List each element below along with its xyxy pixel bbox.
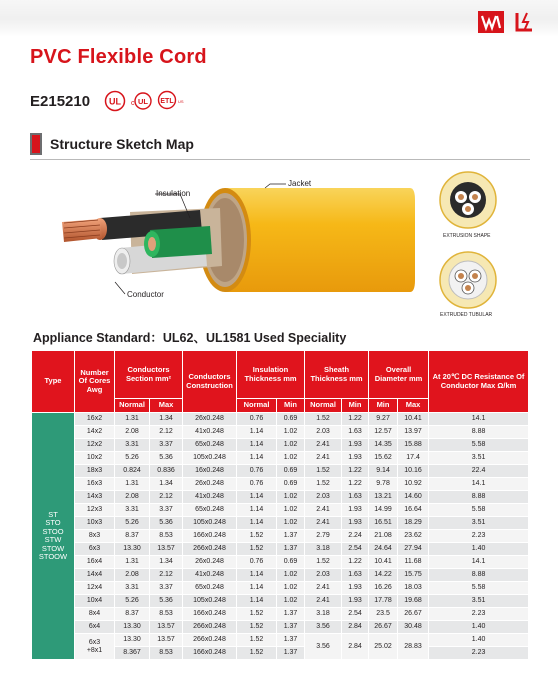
svg-text:UL: UL [109,96,122,107]
header-cores: Number Of Cores Awg [75,351,115,413]
table-cell: 23.5 [369,608,398,621]
table-cell: 2.08 [115,426,150,439]
table-cell: 1.02 [277,439,305,452]
table-cell: 18.03 [398,582,429,595]
table-cell: 16x0.248 [183,465,237,478]
table-row [32,634,529,647]
table-cell: 2.84 [342,621,369,634]
page-title: PVC Flexible Cord [30,46,207,68]
header-resistance: At 20℃ DC Resistance Of Conductor Max Ω/km [429,351,529,413]
table-cell: 1.14 [237,582,277,595]
table-cell: 13.57 [150,621,183,634]
etl-mark-icon [156,90,182,112]
table-row [32,439,529,452]
table-cell: 25.02 [369,634,398,660]
table-cell: 16x3 [75,478,115,491]
table-cell: 1.63 [342,491,369,504]
table-cell: 166x0.248 [183,608,237,621]
extrusion-shape-caption: EXTRUSION SHAPE [443,233,491,239]
table-cell: 1.37 [277,621,305,634]
table-cell: 10x2 [75,452,115,465]
table-cell: 14.99 [369,504,398,517]
table-cell: 1.40 [429,634,529,647]
table-cell: 13.30 [115,543,150,556]
table-cell: 2.23 [429,608,529,621]
table-cell: 0.69 [277,465,305,478]
table-cell: 105x0.248 [183,452,237,465]
table-cell: 1.31 [115,413,150,426]
table-cell: 8.37 [115,608,150,621]
table-cell: 8.53 [150,608,183,621]
table-cell: 0.76 [237,556,277,569]
table-cell: 0.824 [115,465,150,478]
table-cell: 14x4 [75,569,115,582]
table-row [32,595,529,608]
table-row [32,465,529,478]
table-cell: 12x4 [75,582,115,595]
table-cell: 1.22 [342,413,369,426]
table-cell: 1.14 [237,439,277,452]
table-row [32,491,529,504]
table-cell: 1.14 [237,491,277,504]
table-cell: 15.75 [398,569,429,582]
table-cell: 12x2 [75,439,115,452]
table-cell: 12x3 [75,504,115,517]
table-cell: 1.14 [237,569,277,582]
table-cell: 0.76 [237,413,277,426]
table-cell: 1.22 [342,556,369,569]
jacket-body [225,188,415,292]
subheader-diameter-min: Min [369,399,398,413]
subheader-diameter-max: Max [398,399,429,413]
table-cell: 1.14 [237,517,277,530]
table-cell: 9.27 [369,413,398,426]
table-cell: 105x0.248 [183,595,237,608]
header-section: Conductors Section mm² [115,351,183,399]
table-cell: 41x0.248 [183,491,237,504]
table-cell: 13.57 [150,543,183,556]
table-cell: 1.02 [277,452,305,465]
table-cell: 16.26 [369,582,398,595]
certification-line [30,90,186,112]
header-diameter: Overall Diameter mm [369,351,429,399]
table-cell: 1.14 [237,504,277,517]
table-cell: 1.02 [277,491,305,504]
table-cell: 14.60 [398,491,429,504]
table-cell: 3.51 [429,595,529,608]
table-cell: 12.57 [369,426,398,439]
table-cell: 65x0.248 [183,582,237,595]
table-cell: 1.02 [277,517,305,530]
table-cell: 0.69 [277,478,305,491]
subheader-sheath-min: Min [342,399,369,413]
structure-sketch [40,170,540,320]
table-row [32,608,529,621]
table-cell: 2.41 [305,517,342,530]
table-cell: 5.26 [115,517,150,530]
table-row [32,517,529,530]
svg-text:UL: UL [138,97,149,106]
table-cell: 2.41 [305,582,342,595]
table-cell: 5.58 [429,582,529,595]
table-cell: 2.41 [305,452,342,465]
table-cell: 2.12 [150,569,183,582]
table-cell: 166x0.248 [183,530,237,543]
table-cell: 2.24 [342,530,369,543]
table-cell: 13.30 [115,634,150,647]
table-cell: 2.03 [305,491,342,504]
table-cell: 15.88 [398,439,429,452]
table-cell: 6x3 [75,543,115,556]
table-cell: 10x3 [75,517,115,530]
table-cell: 41x0.248 [183,569,237,582]
table-cell: 1.34 [150,413,183,426]
table-cell: 1.52 [305,413,342,426]
table-cell: 3.37 [150,439,183,452]
type-cell: ST STO STOO STW STOW STOOW [32,413,75,660]
table-cell: 2.12 [150,426,183,439]
table-cell: 3.18 [305,608,342,621]
table-cell: 1.34 [150,478,183,491]
table-cell: 10.41 [369,556,398,569]
cul-mark-icon [130,90,152,112]
table-cell: 1.93 [342,517,369,530]
table-cell: 5.36 [150,517,183,530]
table-cell: 14x2 [75,426,115,439]
table-cell: 1.37 [277,530,305,543]
table-cell: 3.18 [305,543,342,556]
table-cell: 41x0.248 [183,426,237,439]
brand-w-logo-icon [478,11,504,33]
spec-table-body [32,413,529,660]
table-cell: 3.37 [150,504,183,517]
table-cell: 16.51 [369,517,398,530]
table-cell: 1.02 [277,569,305,582]
header-construction: Conductors Construction [183,351,237,413]
table-cell: 2.12 [150,491,183,504]
table-cell: 266x0.248 [183,543,237,556]
table-cell: 8.37 [115,530,150,543]
table-cell: 1.14 [237,595,277,608]
table-cell: 8.88 [429,569,529,582]
table-cell: 1.14 [237,426,277,439]
table-cell: 5.26 [115,595,150,608]
table-cell: 0.76 [237,465,277,478]
table-cell: 1.93 [342,595,369,608]
table-row [32,569,529,582]
table-cell: 22.4 [429,465,529,478]
svg-text:ETL: ETL [160,98,174,105]
table-cell: 2.54 [342,543,369,556]
table-cell: 3.51 [429,517,529,530]
table-cell: 8.367 [115,647,150,660]
table-cell: 1.37 [277,608,305,621]
table-row [32,621,529,634]
table-cell: 10.16 [398,465,429,478]
extruded-tubular-caption: EXTRUDED TUBULAR [440,312,493,318]
table-cell: 16x2 [75,413,115,426]
section-flag-icon [30,133,42,155]
table-cell: 1.02 [277,426,305,439]
section-heading-label: Structure Sketch Map [50,136,194,152]
table-cell: 16.64 [398,504,429,517]
table-cell: 9.78 [369,478,398,491]
table-cell: 5.26 [115,452,150,465]
brand-lightning-logo-icon [512,11,538,33]
table-cell: 1.93 [342,452,369,465]
table-cell: 14.1 [429,478,529,491]
table-cell: 3.56 [305,634,342,660]
table-cell: 26x0.248 [183,556,237,569]
table-cell: 16x4 [75,556,115,569]
table-cell: 27.94 [398,543,429,556]
appliance-standard: Appliance Standard：UL62、UL1581 Used Speciality [33,331,347,345]
table-cell: 3.56 [305,621,342,634]
jacket-label: Jacket [288,179,312,188]
insulation-label: Insulation [156,189,191,198]
table-cell: 13.97 [398,426,429,439]
table-cell: 14.22 [369,569,398,582]
table-cell: 28.83 [398,634,429,660]
table-cell: 24.64 [369,543,398,556]
table-cell: 14.1 [429,413,529,426]
table-cell: 1.52 [237,608,277,621]
table-cell: 65x0.248 [183,439,237,452]
header-type: Type [32,351,75,413]
table-cell: 2.41 [305,595,342,608]
table-cell: 10.41 [398,413,429,426]
table-cell: 15.62 [369,452,398,465]
table-row [32,504,529,517]
table-cell: 30.48 [398,621,429,634]
table-cell: 1.34 [150,556,183,569]
table-row [32,478,529,491]
table-cell: 5.36 [150,595,183,608]
table-cell: 1.31 [115,556,150,569]
table-cell: 1.93 [342,504,369,517]
table-cell: 13.30 [115,621,150,634]
table-cell: 0.76 [237,478,277,491]
table-cell: 2.54 [342,608,369,621]
table-cell: 5.58 [429,504,529,517]
table-cell: 26x0.248 [183,413,237,426]
table-cell: 1.40 [429,543,529,556]
section-divider [30,159,530,160]
table-cell: 2.41 [305,504,342,517]
table-row [32,452,529,465]
table-cell: 6x3 +8x1 [75,634,115,660]
header-sheath: Sheath Thickness mm [305,351,369,399]
table-cell: 14x3 [75,491,115,504]
table-cell: 2.79 [305,530,342,543]
spec-table [31,350,529,660]
table-cell: 8.53 [150,530,183,543]
table-cell: 1.22 [342,478,369,491]
table-cell: 2.41 [305,439,342,452]
table-cell: 8x4 [75,608,115,621]
table-row [32,556,529,569]
table-row [32,582,529,595]
table-cell: 1.52 [237,530,277,543]
table-cell: 2.23 [429,647,529,660]
table-cell: 6x4 [75,621,115,634]
table-cell: 166x0.248 [183,647,237,660]
table-cell: 1.63 [342,569,369,582]
table-cell: 3.31 [115,439,150,452]
table-cell: 10.92 [398,478,429,491]
table-cell: 8.88 [429,491,529,504]
subheader-section-normal: Normal [115,399,150,413]
table-cell: 3.37 [150,582,183,595]
table-row [32,426,529,439]
table-cell: 1.31 [115,478,150,491]
table-cell: 5.58 [429,439,529,452]
table-cell: 1.52 [237,621,277,634]
table-cell: 21.08 [369,530,398,543]
table-cell: 266x0.248 [183,621,237,634]
table-cell: 14.1 [429,556,529,569]
table-cell: 1.37 [277,647,305,660]
table-cell: 13.57 [150,634,183,647]
cable-illustration [40,170,540,320]
table-cell: 1.63 [342,426,369,439]
table-cell: 10x4 [75,595,115,608]
section-heading [30,133,194,155]
table-row [32,543,529,556]
header-insulation: Insulation Thickness mm [237,351,305,399]
table-cell: 1.52 [237,543,277,556]
table-cell: 1.37 [277,634,305,647]
table-cell: 3.31 [115,504,150,517]
table-cell: 23.62 [398,530,429,543]
table-cell: 2.03 [305,569,342,582]
table-cell: 2.03 [305,426,342,439]
subheader-section-max: Max [150,399,183,413]
subheader-insulation-min: Min [277,399,305,413]
table-cell: 2.23 [429,530,529,543]
table-cell: 0.836 [150,465,183,478]
conductor-label: Conductor [127,290,164,299]
table-cell: 13.21 [369,491,398,504]
table-cell: 1.02 [277,582,305,595]
svg-text:US: US [178,99,184,104]
table-cell: 17.78 [369,595,398,608]
table-cell: 1.40 [429,621,529,634]
table-cell: 3.51 [429,452,529,465]
header-band [0,0,558,36]
table-cell: 8x3 [75,530,115,543]
table-cell: 0.69 [277,556,305,569]
table-cell: 18.29 [398,517,429,530]
table-cell: 1.52 [305,478,342,491]
table-cell: 1.22 [342,465,369,478]
brand-logos [478,11,538,33]
table-cell: 2.08 [115,569,150,582]
subheader-insulation-normal: Normal [237,399,277,413]
table-cell: 19.68 [398,595,429,608]
table-cell: 26x0.248 [183,478,237,491]
table-cell: 1.37 [277,543,305,556]
table-cell: 3.31 [115,582,150,595]
table-cell: 11.68 [398,556,429,569]
table-cell: 14.35 [369,439,398,452]
table-cell: 1.52 [237,647,277,660]
table-cell: 17.4 [398,452,429,465]
certification-number: E215210 [30,92,91,110]
table-cell: 2.08 [115,491,150,504]
table-cell: 18x3 [75,465,115,478]
table-cell: 1.02 [277,595,305,608]
table-cell: 1.93 [342,439,369,452]
table-cell: 0.69 [277,413,305,426]
table-cell: 266x0.248 [183,634,237,647]
table-cell: 26.67 [369,621,398,634]
table-row [32,413,529,426]
table-cell: 1.14 [237,452,277,465]
table-cell: 65x0.248 [183,504,237,517]
table-cell: 8.53 [150,647,183,660]
table-row [32,530,529,543]
ul-mark-icon [104,90,126,112]
table-cell: 26.67 [398,608,429,621]
table-cell: 1.52 [237,634,277,647]
subheader-sheath-normal: Normal [305,399,342,413]
table-cell: 8.88 [429,426,529,439]
table-cell: 1.02 [277,504,305,517]
svg-text:c: c [131,100,135,107]
table-cell: 1.52 [305,556,342,569]
table-cell: 1.52 [305,465,342,478]
table-cell: 1.93 [342,582,369,595]
table-cell: 9.14 [369,465,398,478]
table-cell: 5.36 [150,452,183,465]
table-cell: 105x0.248 [183,517,237,530]
table-cell: 2.84 [342,634,369,660]
